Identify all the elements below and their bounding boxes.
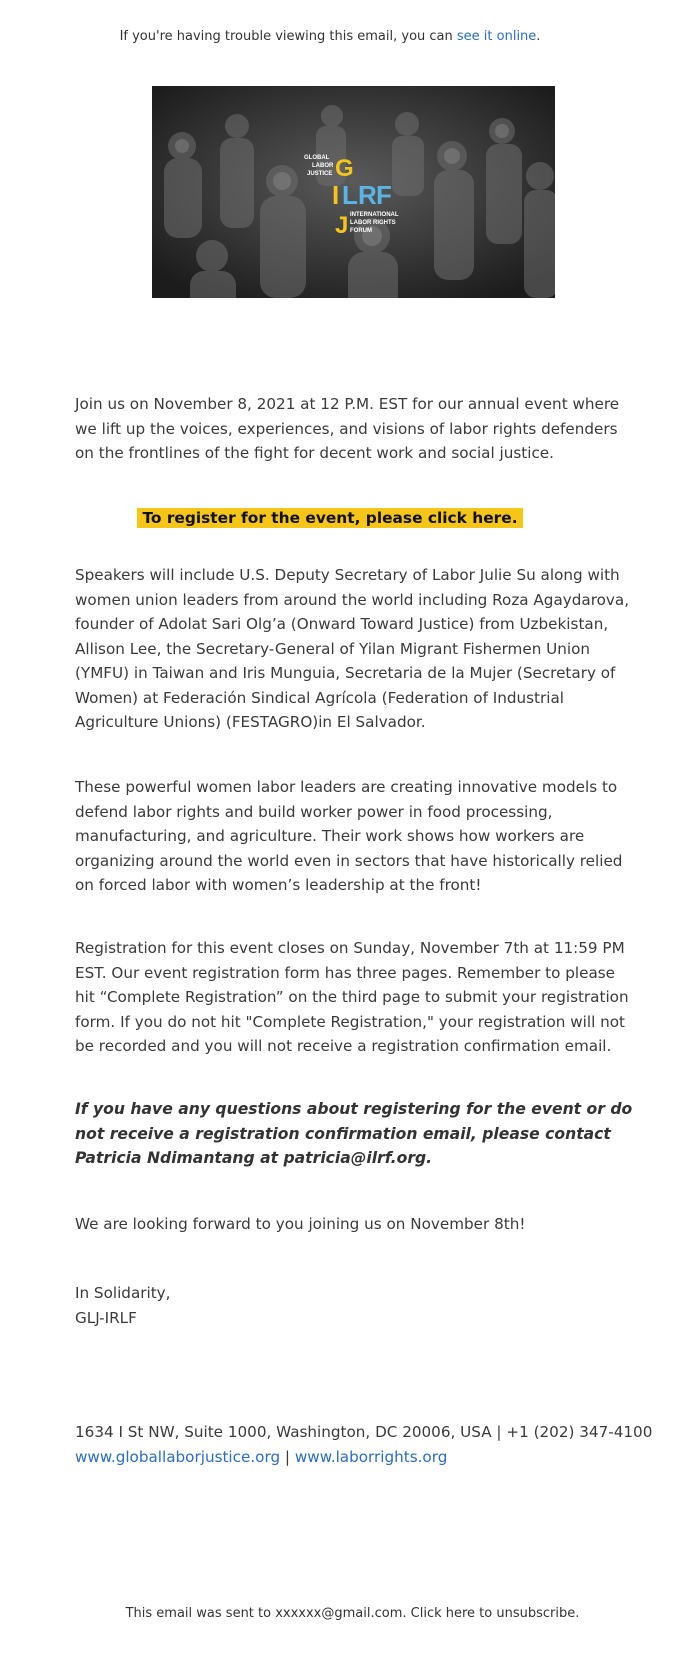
intro-section	[75, 392, 635, 466]
links-separator: |	[280, 1447, 295, 1466]
looking-forward-text: We are looking forward to you joining us on November 8th!	[75, 1215, 526, 1233]
leaders-section	[75, 775, 635, 898]
logo-letter-g: G	[335, 155, 354, 182]
logo-letter-j: J	[335, 212, 349, 239]
logo-letter-f: F	[376, 180, 392, 210]
address-section	[75, 1420, 655, 1469]
questions-paragraph: If you have any questions about registering for the event or do not receive a registration confirmation email, please contact Patricia Ndimantang at patricia@ilrf.org.	[75, 1100, 633, 1167]
register-link[interactable]: To register for the event, please click here.	[137, 508, 522, 528]
logo-labor-rights-text: LABOR RIGHTS	[350, 220, 396, 226]
signoff-line-1: In Solidarity,	[75, 1284, 171, 1302]
speakers-paragraph: Speakers will include U.S. Deputy Secretary of Labor Julie Su along with women union leaders from around the world including Roza Agaydarova, founder of Adolat Sari Olg’a (Onward Toward Justice) from Uzbekistan, Allison Lee, the Secretary-General of Yilan Migrant Fishermen Union (YMFU) in Taiwan and Iris Munguia, Secretaria de la Mujer (Secretary of Women) at Federación Sindical Agrícola (Federation of Industrial Agriculture Unions) (FESTAGRO)in El Salvador.	[75, 566, 630, 731]
logo-letter-l: L	[342, 180, 358, 210]
logo-letter-i: I	[332, 180, 340, 210]
speakers-section	[75, 563, 635, 735]
closing-section	[75, 1212, 635, 1237]
laborrights-link[interactable]: www.laborrights.org	[294, 1447, 448, 1466]
signoff-section	[75, 1281, 635, 1330]
logo-labor-text: LABOR	[312, 163, 334, 169]
footer-text[interactable]: This email was sent to xxxxxx@gmail.com. Click here to unsubscribe.	[125, 1606, 580, 1621]
view-online-link[interactable]: see it online	[456, 29, 537, 44]
event-banner-image	[152, 86, 555, 298]
preheader-text: If you're having trouble viewing this email, you can	[119, 29, 457, 44]
footer-unsubscribe[interactable]	[0, 1605, 700, 1623]
logo-letter-r: R	[358, 180, 377, 210]
logo-international-text: INTERNATIONAL	[350, 212, 399, 218]
registration-section	[75, 936, 635, 1059]
address-line: 1634 I St NW, Suite 1000, Washington, DC 20006, USA | +1 (202) 347-4100	[75, 1423, 653, 1441]
logo-global-text: GLOBAL	[304, 155, 330, 161]
cta-wrapper	[0, 508, 660, 528]
logo-justice-text: JUSTICE	[307, 171, 333, 177]
globallaborjustice-link[interactable]: www.globallaborjustice.org	[75, 1447, 281, 1466]
leaders-paragraph: These powerful women labor leaders are creating innovative models to defend labor rights and build worker power in food processing, manufacturing, and agriculture. Their work shows how workers are organizing around the world even in sectors that have historically relied on forced labor with women’s leadership at the front!	[75, 778, 623, 894]
preheader	[0, 28, 660, 46]
website-links	[75, 1445, 655, 1470]
registration-paragraph: Registration for this event closes on Sunday, November 7th at 11:59 PM EST. Our event registration form has three pages. Remember to please hit “Complete Registration” on the third page to submit your registration form. If you do not hit "Complete Registration," your registration will not be recorded and you will not receive a registration confirmation email.	[75, 939, 629, 1055]
questions-section	[75, 1097, 635, 1171]
signoff-line-2: GLJ-IRLF	[75, 1308, 137, 1327]
preheader-period: .	[536, 29, 541, 44]
banner-graphic	[152, 86, 555, 298]
logo-forum-text: FORUM	[350, 228, 372, 234]
intro-paragraph: Join us on November 8, 2021 at 12 P.M. EST for our annual event where we lift up the voices, experiences, and visions of labor rights defenders on the frontlines of the fight for decent work and social justice.	[75, 395, 620, 462]
